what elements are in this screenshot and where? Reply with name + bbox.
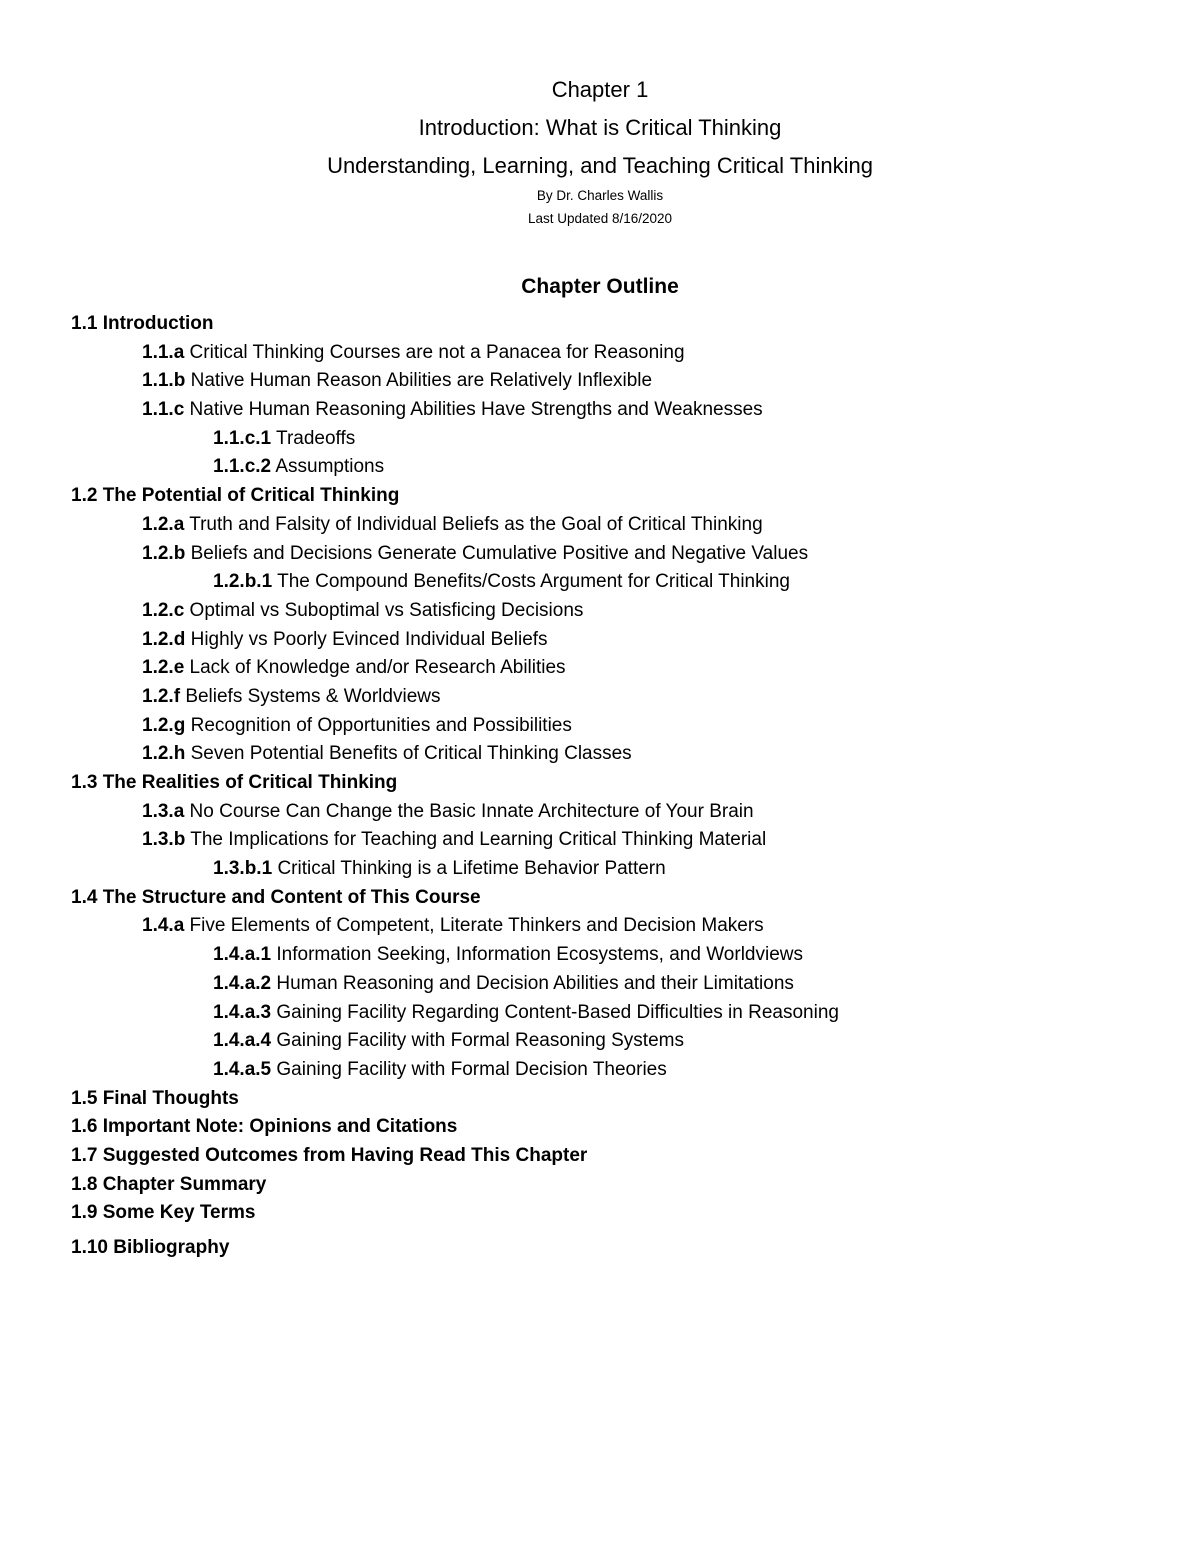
outline-item-1-8 [71, 1171, 1171, 1200]
outline-item-number: 1.4.a.1 [213, 944, 272, 966]
outline-item-number: 1.2.e [142, 657, 185, 679]
outline-item-text: Lack of Knowledge and/or Research Abilities [189, 657, 566, 679]
outline-item-number: 1.2.b.1 [213, 571, 273, 593]
outline-item-1-3-b [71, 826, 1171, 855]
outline-item-1-2-c [71, 597, 1171, 626]
outline-item-text: The Potential of Critical Thinking [102, 485, 400, 507]
chapter-outline-list [71, 310, 1171, 1263]
outline-item-number: 1.10 [71, 1237, 108, 1258]
outline-item-1-4-a-1 [71, 941, 1171, 970]
outline-item-text: Seven Potential Benefits of Critical Thinking Classes [190, 743, 632, 765]
outline-item-number: 1.1.b [142, 370, 186, 392]
outline-item-1-2-h [71, 740, 1171, 769]
chapter-header [0, 74, 1200, 229]
outline-item-1-2-a [71, 511, 1171, 540]
outline-item-1-4 [71, 884, 1171, 913]
outline-item-number: 1.2.c [142, 599, 185, 621]
outline-item-1-7 [71, 1142, 1171, 1171]
outline-item-text: Information Seeking, Information Ecosystems, and Worldviews [276, 944, 803, 966]
outline-item-text: Beliefs Systems & Worldviews [185, 685, 441, 707]
outline-item-text: The Structure and Content of This Course [102, 886, 481, 908]
outline-item-text: The Implications for Teaching and Learning Critical Thinking Material [190, 829, 767, 851]
outline-item-text: Highly vs Poorly Evinced Individual Beliefs [190, 628, 548, 650]
outline-item-text: Final Thoughts [102, 1087, 239, 1109]
last-updated-line: Last Updated 8/16/2020 [527, 211, 673, 226]
outline-item-text: Chapter Summary [102, 1173, 267, 1195]
outline-item-number: 1.1.c [142, 399, 185, 421]
outline-item-number: 1.3 [71, 772, 98, 793]
outline-item-number: 1.1.c.2 [213, 456, 272, 478]
outline-item-number: 1.3.b [142, 829, 186, 851]
outline-item-number: 1.2.a [142, 513, 185, 535]
outline-item-text: Recognition of Opportunities and Possibilities [190, 714, 572, 736]
outline-item-text: The Compound Benefits/Costs Argument for Critical Thinking [277, 571, 790, 593]
outline-item-1-2-e [71, 654, 1171, 683]
outline-item-text: Gaining Facility with Formal Decision Theories [276, 1058, 667, 1080]
outline-item-text: Critical Thinking Courses are not a Panacea for Reasoning [189, 341, 685, 363]
outline-item-number: 1.3.b.1 [213, 858, 273, 880]
outline-item-text: Native Human Reasoning Abilities Have Strengths and Weaknesses [189, 399, 763, 421]
outline-item-number: 1.4.a.5 [213, 1058, 272, 1080]
outline-item-text: Native Human Reason Abilities are Relatively Inflexible [190, 370, 653, 392]
outline-item-number: 1.2 [71, 485, 98, 507]
outline-item-1-2-f [71, 683, 1171, 712]
outline-item-1-3 [71, 769, 1171, 798]
outline-item-1-2-b [71, 540, 1171, 569]
outline-item-number: 1.4.a.4 [213, 1030, 272, 1052]
outline-item-number: 1.5 [71, 1087, 98, 1109]
outline-item-1-4-a-4 [71, 1027, 1171, 1056]
chapter-subtitle: Understanding, Learning, and Teaching Critical Thinking [327, 153, 873, 178]
outline-item-1-6 [71, 1113, 1171, 1142]
outline-item-1-1-b [71, 367, 1171, 396]
outline-item-number: 1.1 [71, 313, 98, 334]
outline-item-1-1-a [71, 339, 1171, 368]
outline-item-1-1-c-2 [71, 453, 1171, 482]
outline-item-text: Gaining Facility Regarding Content-Based Difficulties in Reasoning [276, 1001, 839, 1023]
outline-item-1-1-c-1 [71, 425, 1171, 454]
outline-item-number: 1.4.a.2 [213, 972, 272, 994]
outline-item-text: Five Elements of Competent, Literate Thinkers and Decision Makers [189, 915, 764, 937]
outline-item-text: Bibliography [113, 1237, 230, 1258]
outline-item-number: 1.1.a [142, 341, 185, 363]
outline-item-1-2-d [71, 626, 1171, 655]
outline-item-number: 1.8 [71, 1173, 98, 1195]
outline-item-number: 1.2.f [142, 685, 181, 707]
outline-item-1-4-a-2 [71, 970, 1171, 999]
outline-item-text: Important Note: Opinions and Citations [102, 1116, 458, 1138]
outline-item-number: 1.9 [71, 1202, 98, 1224]
outline-item-number: 1.6 [71, 1116, 98, 1138]
outline-item-text: Critical Thinking is a Lifetime Behavior Pattern [277, 858, 666, 880]
outline-item-1-3-b-1 [71, 855, 1171, 884]
outline-item-text: Truth and Falsity of Individual Beliefs as the Goal of Critical Thinking [189, 513, 763, 535]
outline-item-text: No Course Can Change the Basic Innate Architecture of Your Brain [189, 800, 754, 822]
outline-item-number: 1.4.a [142, 915, 185, 937]
outline-item-text: The Realities of Critical Thinking [102, 772, 398, 793]
outline-item-1-1-c [71, 396, 1171, 425]
outline-item-1-9 [71, 1199, 1171, 1228]
outline-item-1-3-a [71, 798, 1171, 827]
outline-item-text: Some Key Terms [102, 1202, 256, 1224]
outline-item-1-2 [71, 482, 1171, 511]
author-line: By Dr. Charles Wallis [536, 188, 664, 203]
outline-item-number: 1.4 [71, 886, 98, 908]
outline-item-text: Optimal vs Suboptimal vs Satisficing Decisions [189, 599, 584, 621]
outline-item-text: Human Reasoning and Decision Abilities and their Limitations [276, 972, 794, 994]
outline-item-number: 1.2.g [142, 714, 186, 736]
outline-item-1-1 [71, 310, 1171, 339]
outline-item-text: Tradeoffs [276, 427, 356, 449]
outline-item-number: 1.1.c.1 [213, 427, 272, 449]
outline-item-text: Assumptions [275, 456, 385, 478]
outline-heading: Chapter Outline [521, 275, 679, 298]
outline-item-number: 1.4.a.3 [213, 1001, 272, 1023]
outline-item-number: 1.2.d [142, 628, 186, 650]
outline-item-1-2-g [71, 712, 1171, 741]
outline-item-number: 1.2.h [142, 743, 186, 765]
outline-item-number: 1.2.b [142, 542, 186, 564]
outline-item-text: Gaining Facility with Formal Reasoning Systems [276, 1030, 684, 1052]
outline-item-1-2-b-1 [71, 568, 1171, 597]
outline-item-1-4-a-5 [71, 1056, 1171, 1085]
outline-item-1-5 [71, 1085, 1171, 1114]
outline-item-text: Introduction [102, 313, 214, 334]
outline-item-number: 1.7 [71, 1144, 98, 1166]
chapter-title: Introduction: What is Critical Thinking [418, 115, 782, 140]
outline-item-text: Suggested Outcomes from Having Read This Chapter [102, 1144, 588, 1166]
outline-item-1-10 [71, 1234, 1171, 1263]
outline-item-1-4-a-3 [71, 999, 1171, 1028]
outline-item-text: Beliefs and Decisions Generate Cumulative Positive and Negative Values [190, 542, 809, 564]
outline-item-number: 1.3.a [142, 800, 185, 822]
outline-item-1-4-a [71, 912, 1171, 941]
chapter-number: Chapter 1 [551, 77, 649, 102]
